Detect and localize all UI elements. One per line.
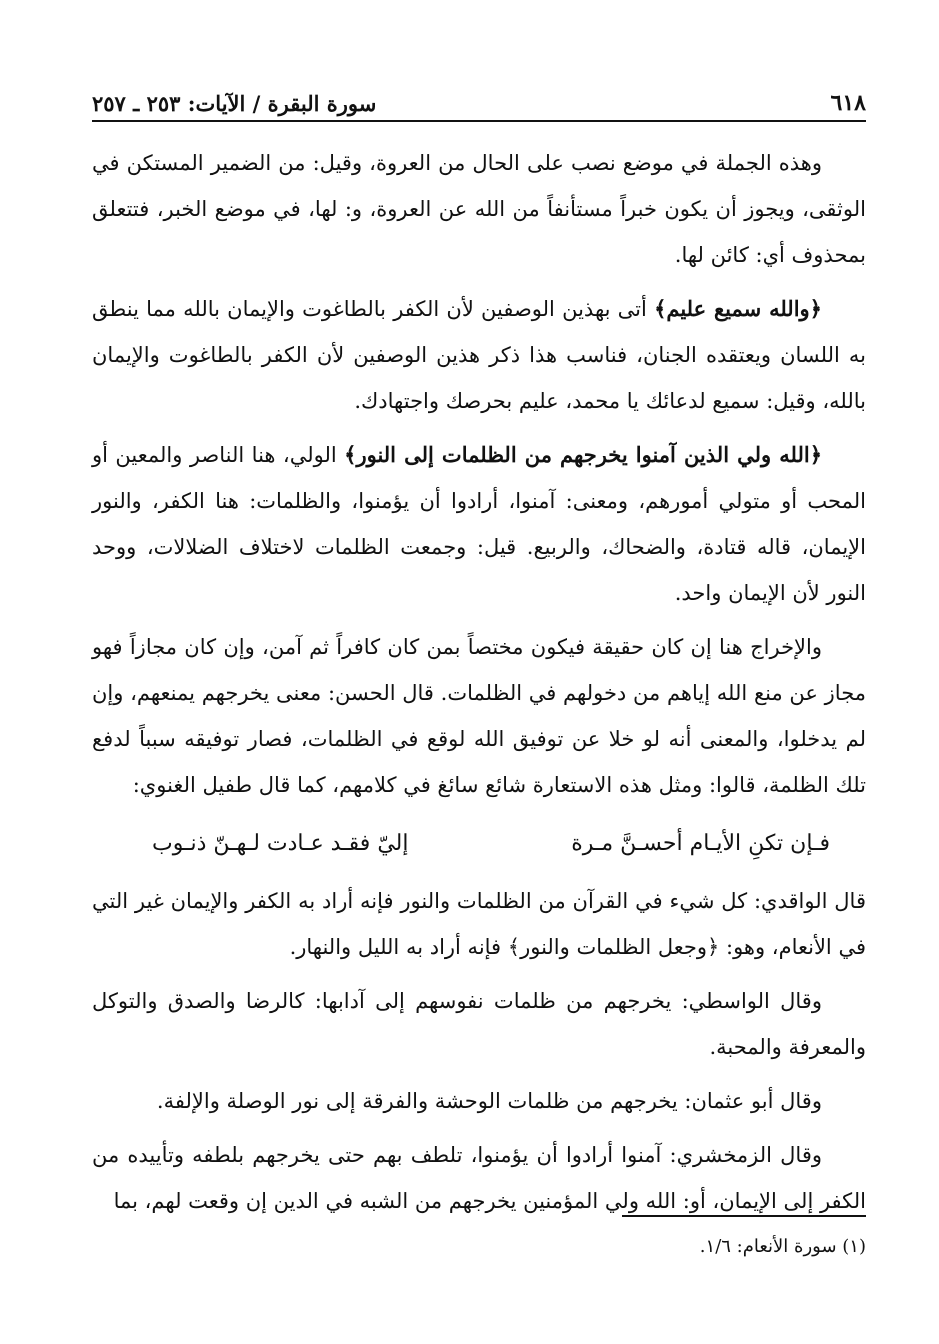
paragraph-text: قال الواقدي: كل شيء في القرآن من الظلمات والنور فإنه أراد به الكفر والإيمان غير التي في الأنعام، وهو: ﴿وجعل الظلمات والنور﴾ فإنه أراد به الليل والنهار. [92,889,866,959]
paragraph-text: وقال أبو عثمان: يخرجهم من ظلمات الوحشة والفرقة إلى نور الوصلة والإلفة. [156,1089,822,1113]
paragraph [92,432,866,616]
paragraph-text: وقال الزمخشري: آمنوا أرادوا أن يؤمنوا، تلطف بهم حتى يخرجهم بلطفه وتأييده من الكفر إلى الإيمان، أو: الله ولي المؤمنين يخرجهم من الشبه في الدين إن وقعت لهم، بما [92,1143,866,1213]
poetry-verse [92,816,866,872]
footnote-separator [622,1215,866,1217]
verse-hemistich-second: إليّ فقـد عـادت لـهـنّ ذنـوب [152,831,409,856]
paragraph [92,286,866,424]
paragraph [92,978,866,1070]
paragraph [92,1078,866,1124]
paragraph-text: أتى بهذين الوصفين لأن الكفر بالطاغوت والإيمان بالله مما ينطق به اللسان ويعتقده الجنان، فناسب هذا ذكر هذين الوصفين لأن الكفر بالطاغوت والإيمان بالله، وقيل: سميع لدعائك يا محمد، عليم بحرصك واجتهادك. [92,297,866,413]
paragraph [92,624,866,808]
paragraph [92,1132,866,1224]
running-header [92,80,866,122]
paragraph-text: وهذه الجملة في موضع نصب على الحال من العروة، وقيل: من الضمير المستكن في الوثقى، ويجوز أن يكون خبراً مستأنفاً من الله عن العروة، و: لها، في موضع الخبر، فتتعلق بمحذوف أي: كائن لها. [92,151,866,267]
quran-quote: ﴿الله ولي الذين آمنوا يخرجهم من الظلمات إلى النور﴾ [344,442,822,467]
paragraph-text: وقال الواسطي: يخرجهم من ظلمات نفوسهم إلى آدابها: كالرضا والصدق والتوكل والمعرفة والمحبة. [92,989,866,1059]
paragraph [92,878,866,970]
paragraph [92,140,866,278]
verse-hemistich-first: فـإن تكنِ الأيـام أحسـنَّ مـرة [571,831,830,856]
paragraph-text: الولي، هنا الناصر والمعين أو المحب أو متولي أمورهم، ومعنى: آمنوا، أرادوا أن يؤمنوا، والظلمات: هنا الكفر، والنور الإيمان، قاله قتادة، والضحاك، والربيع. قيل: وجمعت الظلمات لاختلاف الضلالات، ووحد النور لأن الإيمان واحد. [92,443,866,605]
surah-title: سورة البقرة / الآيات: ٢٥٣ ـ ٢٥٧ [92,91,377,116]
page-body [92,140,866,1232]
quran-quote: ﴿والله سميع عليم﴾ [654,296,822,321]
paragraph-text: والإخراج هنا إن كان حقيقة فيكون مختصاً بمن كان كافراً ثم آمن، وإن كان مجازاً فهو مجاز عن منع الله إياهم من دخولهم في الظلمات. قال الحسن: معنى يخرجهم يمنعهم، وإن لم يدخلوا، والمعنى أنه لو خلا عن توفيق الله لوقع في الظلمات، فصار توفيقه سبباً لدفع تلك الظلمة، قالوا: ومثل هذه الاستعارة شائع سائغ في كلامهم، كما قال طفيل الغنوي: [92,635,866,797]
page-number: ٦١٨ [830,90,866,116]
footnote: (١) سورة الأنعام: ١/٦. [699,1236,866,1257]
